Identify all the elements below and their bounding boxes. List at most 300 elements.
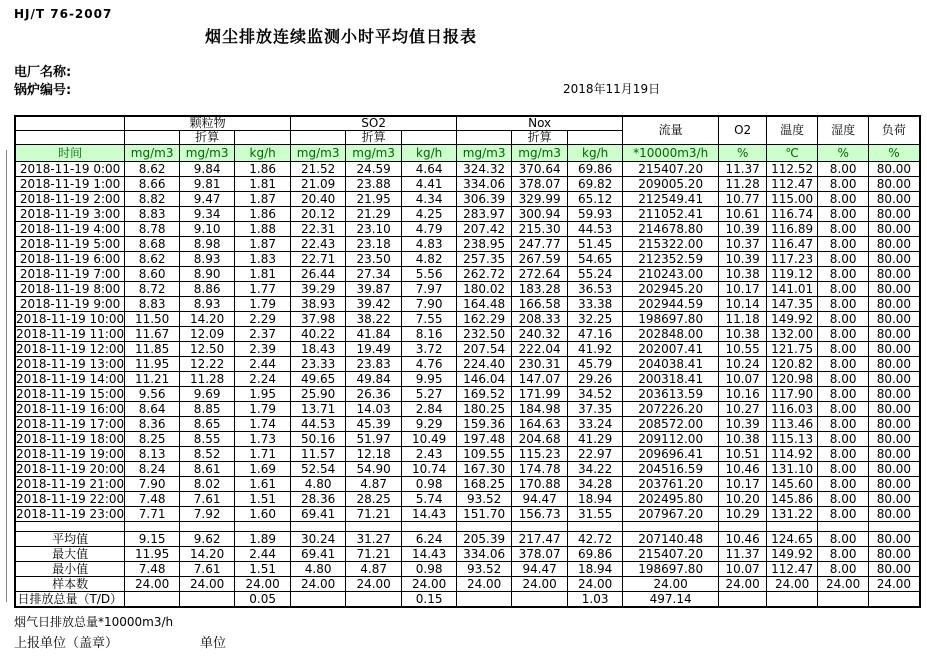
summary-value-cell: 217.47: [512, 532, 568, 547]
value-cell: 12.18: [346, 447, 402, 462]
left-edge-line: [6, 150, 7, 602]
time-cell: 2018-11-19 8:00: [15, 282, 125, 297]
value-cell: 159.36: [457, 417, 512, 432]
value-cell: 145.86: [767, 492, 818, 507]
value-cell: 80.00: [869, 297, 920, 312]
summary-value-cell: 24.00: [512, 577, 568, 592]
time-cell: 2018-11-19 0:00: [15, 162, 125, 177]
summary-value-cell: 198697.80: [623, 562, 719, 577]
value-cell: 224.40: [457, 357, 512, 372]
value-cell: 8.64: [125, 402, 180, 417]
value-cell: 180.25: [457, 402, 512, 417]
value-cell: 8.00: [818, 462, 869, 477]
value-cell: 8.00: [818, 327, 869, 342]
summary-value-cell: 42.72: [568, 532, 623, 547]
value-cell: 8.00: [818, 477, 869, 492]
value-cell: 23.10: [346, 222, 402, 237]
value-cell: 9.84: [180, 162, 235, 177]
time-cell: 2018-11-19 11:00: [16, 327, 125, 341]
summary-value-cell: 80.00: [869, 532, 920, 547]
hour-row: [15, 207, 920, 222]
value-cell: 215407.20: [623, 162, 719, 177]
value-cell: 80.00: [869, 312, 920, 327]
value-cell: 203613.59: [623, 387, 719, 402]
value-cell: 8.00: [818, 297, 869, 312]
value-cell: 212352.59: [623, 252, 719, 267]
time-cell: 2018-11-19 7:00: [15, 267, 125, 282]
unit-percent: %: [869, 145, 920, 162]
value-cell: 8.16: [402, 327, 457, 342]
value-cell: 8.13: [125, 447, 180, 462]
time-cell: 2018-11-19 18:00: [16, 432, 125, 446]
value-cell: 13.71: [291, 402, 346, 417]
empty-cell: [512, 522, 568, 532]
time-cell: 2018-11-19 2:00: [15, 192, 125, 207]
value-cell: 8.02: [180, 477, 235, 492]
group-flow: 流量: [623, 116, 719, 145]
value-cell: 50.16: [291, 432, 346, 447]
value-cell: 80.00: [869, 372, 920, 387]
empty-cell: [457, 131, 512, 145]
value-cell: 2.44: [235, 357, 291, 372]
value-cell: 116.74: [767, 207, 818, 222]
value-cell: 9.47: [180, 192, 235, 207]
time-cell: 2018-11-19 20:00: [16, 462, 125, 476]
summary-value-cell: 497.14: [623, 592, 719, 608]
table-header: [15, 116, 920, 162]
value-cell: 200318.41: [623, 372, 719, 387]
value-cell: 34.22: [568, 462, 623, 477]
value-cell: 121.75: [767, 342, 818, 357]
value-cell: 209696.41: [623, 447, 719, 462]
unit-mg: mg/m3: [346, 145, 402, 162]
summary-value-cell: 24.00: [818, 577, 869, 592]
value-cell: 4.82: [402, 252, 457, 267]
summary-value-cell: 11.37: [719, 547, 767, 562]
empty-cell: [235, 131, 291, 145]
value-cell: 55.24: [568, 267, 623, 282]
value-cell: 116.03: [767, 402, 818, 417]
value-cell: 141.01: [767, 282, 818, 297]
plant-name-label: 电厂名称:: [14, 65, 72, 80]
value-cell: 156.73: [512, 507, 568, 522]
hour-row: [15, 177, 920, 192]
value-cell: 10.39: [719, 417, 767, 432]
value-cell: 164.63: [512, 417, 568, 432]
summary-value-cell: 7.48: [125, 562, 180, 577]
value-cell: 204.68: [512, 432, 568, 447]
unit-kg: kg/h: [568, 145, 623, 162]
value-cell: 170.88: [512, 477, 568, 492]
value-cell: 44.53: [291, 417, 346, 432]
value-cell: 1.69: [235, 462, 291, 477]
value-cell: 204038.41: [623, 357, 719, 372]
summary-row: [15, 547, 920, 562]
value-cell: 167.30: [457, 462, 512, 477]
value-cell: 10.14: [719, 297, 767, 312]
value-cell: 80.00: [869, 492, 920, 507]
value-cell: 8.00: [818, 162, 869, 177]
value-cell: 1.79: [235, 297, 291, 312]
summary-value-cell: 24.00: [623, 577, 719, 592]
value-cell: 8.00: [818, 282, 869, 297]
summary-label: 最大值: [15, 547, 125, 562]
value-cell: 8.83: [125, 207, 180, 222]
value-cell: 10.74: [402, 462, 457, 477]
value-cell: 94.47: [512, 492, 568, 507]
summary-value-cell: 80.00: [869, 547, 920, 562]
value-cell: 80.00: [869, 477, 920, 492]
summary-value-cell: 0.98: [402, 562, 457, 577]
value-cell: 1.87: [235, 192, 291, 207]
value-cell: 80.00: [869, 237, 920, 252]
value-cell: 1.87: [235, 237, 291, 252]
summary-value-cell: 24.00: [869, 577, 920, 592]
value-cell: 162.29: [457, 312, 512, 327]
time-cell: 2018-11-19 13:00: [16, 357, 125, 371]
value-cell: 80.00: [869, 387, 920, 402]
hour-row: [15, 357, 920, 372]
value-cell: 14.43: [402, 507, 457, 522]
empty-cell: [402, 522, 457, 532]
value-cell: 8.00: [818, 417, 869, 432]
value-cell: 22.31: [291, 222, 346, 237]
value-cell: 8.93: [180, 297, 235, 312]
time-cell: 2018-11-19 22:00: [16, 492, 125, 506]
value-cell: 8.24: [125, 462, 180, 477]
summary-value-cell: 94.47: [512, 562, 568, 577]
value-cell: 240.32: [512, 327, 568, 342]
summary-value-cell: [818, 592, 869, 608]
value-cell: 10.51: [719, 447, 767, 462]
value-cell: 202945.20: [623, 282, 719, 297]
value-cell: 8.00: [818, 492, 869, 507]
value-cell: 8.68: [125, 237, 180, 252]
value-cell: 272.64: [512, 267, 568, 282]
value-cell: 80.00: [869, 342, 920, 357]
summary-row: [15, 532, 920, 547]
value-cell: 171.99: [512, 387, 568, 402]
value-cell: 12.50: [180, 342, 235, 357]
value-cell: 1.79: [235, 402, 291, 417]
value-cell: 8.61: [180, 462, 235, 477]
value-cell: 334.06: [457, 177, 512, 192]
value-cell: 8.00: [818, 357, 869, 372]
value-cell: 11.37: [719, 162, 767, 177]
summary-value-cell: [767, 592, 818, 608]
value-cell: 8.52: [180, 447, 235, 462]
value-cell: 8.00: [818, 222, 869, 237]
time-cell: 2018-11-19 10:00: [16, 312, 125, 326]
summary-value-cell: [457, 592, 512, 608]
value-cell: 80.00: [869, 462, 920, 477]
value-cell: 69.41: [291, 507, 346, 522]
value-cell: 28.36: [291, 492, 346, 507]
value-cell: 7.92: [180, 507, 235, 522]
value-cell: 166.58: [512, 297, 568, 312]
value-cell: 8.86: [180, 282, 235, 297]
value-cell: 8.00: [818, 207, 869, 222]
value-cell: 32.25: [568, 312, 623, 327]
value-cell: 198697.80: [623, 312, 719, 327]
summary-value-cell: [180, 592, 235, 608]
value-cell: 1.51: [235, 492, 291, 507]
value-cell: 9.29: [402, 417, 457, 432]
value-cell: 4.79: [402, 222, 457, 237]
value-cell: 93.52: [457, 492, 512, 507]
value-cell: 52.54: [291, 462, 346, 477]
value-cell: 11.57: [291, 447, 346, 462]
hour-row: [15, 417, 920, 432]
empty-cell: [346, 522, 402, 532]
value-cell: 80.00: [869, 327, 920, 342]
value-cell: 114.92: [767, 447, 818, 462]
value-cell: 4.76: [402, 357, 457, 372]
value-cell: 22.43: [291, 237, 346, 252]
value-cell: 2.24: [235, 372, 291, 387]
empty-cell: [767, 522, 818, 532]
hour-row: [15, 222, 920, 237]
value-cell: 10.38: [719, 267, 767, 282]
summary-value-cell: 8.00: [818, 562, 869, 577]
value-cell: 202007.41: [623, 342, 719, 357]
value-cell: 7.90: [402, 297, 457, 312]
value-cell: 4.64: [402, 162, 457, 177]
value-cell: 41.92: [568, 342, 623, 357]
value-cell: 7.55: [402, 312, 457, 327]
summary-value-cell: 24.00: [457, 577, 512, 592]
value-cell: 7.71: [125, 507, 180, 522]
unit-mg: mg/m3: [512, 145, 568, 162]
hour-row: [15, 402, 920, 417]
value-cell: 39.87: [346, 282, 402, 297]
value-cell: 2.84: [402, 402, 457, 417]
value-cell: 80.00: [869, 207, 920, 222]
hour-row: [15, 387, 920, 402]
value-cell: 11.50: [125, 312, 180, 327]
summary-value-cell: 6.24: [402, 532, 457, 547]
summary-value-cell: 4.87: [346, 562, 402, 577]
summary-value-cell: 24.00: [719, 577, 767, 592]
daily-total-label-text: 日排放总量（T/D）: [17, 592, 123, 606]
unit-label: 单位: [200, 636, 227, 651]
value-cell: 40.22: [291, 327, 346, 342]
value-cell: 80.00: [869, 177, 920, 192]
value-cell: 33.38: [568, 297, 623, 312]
summary-value-cell: 80.00: [869, 562, 920, 577]
value-cell: 80.00: [869, 357, 920, 372]
value-cell: 4.34: [402, 192, 457, 207]
boiler-number-label: 锅炉编号:: [14, 83, 72, 98]
value-cell: 109.55: [457, 447, 512, 462]
value-cell: 204516.59: [623, 462, 719, 477]
summary-value-cell: 10.07: [719, 562, 767, 577]
value-cell: 27.34: [346, 267, 402, 282]
value-cell: 20.40: [291, 192, 346, 207]
summary-value-cell: 8.00: [818, 547, 869, 562]
value-cell: 65.12: [568, 192, 623, 207]
hour-row: [15, 342, 920, 357]
value-cell: 37.35: [568, 402, 623, 417]
value-cell: 2.39: [235, 342, 291, 357]
hour-row: [15, 312, 920, 327]
empty-cell: [568, 522, 623, 532]
summary-value-cell: 24.00: [125, 577, 180, 592]
value-cell: 113.46: [767, 417, 818, 432]
value-cell: 41.84: [346, 327, 402, 342]
summary-row: [15, 592, 920, 608]
value-cell: 9.69: [180, 387, 235, 402]
value-cell: 45.79: [568, 357, 623, 372]
converted-label: 折算: [346, 131, 402, 145]
time-cell: 2018-11-19 15:00: [16, 387, 125, 401]
value-cell: 164.48: [457, 297, 512, 312]
group-humidity: 湿度: [818, 116, 869, 145]
value-cell: 207.54: [457, 342, 512, 357]
header-group-row: [15, 116, 920, 131]
value-cell: 38.93: [291, 297, 346, 312]
value-cell: 23.83: [346, 357, 402, 372]
unit-kg: kg/h: [402, 145, 457, 162]
value-cell: 29.26: [568, 372, 623, 387]
unit-celsius: ℃: [767, 145, 818, 162]
summary-value-cell: [291, 592, 346, 608]
empty-cell: [235, 522, 291, 532]
value-cell: 146.04: [457, 372, 512, 387]
value-cell: 1.74: [235, 417, 291, 432]
value-cell: 2.43: [402, 447, 457, 462]
summary-value-cell: 9.15: [125, 532, 180, 547]
value-cell: 168.25: [457, 477, 512, 492]
value-cell: 1.60: [235, 507, 291, 522]
value-cell: 28.25: [346, 492, 402, 507]
summary-value-cell: 124.65: [767, 532, 818, 547]
hour-row: [15, 447, 920, 462]
empty-cell: [568, 131, 623, 145]
value-cell: 10.49: [402, 432, 457, 447]
value-cell: 34.52: [568, 387, 623, 402]
value-cell: 120.82: [767, 357, 818, 372]
summary-value-cell: 0.15: [402, 592, 457, 608]
unit-mg: mg/m3: [125, 145, 180, 162]
value-cell: 180.02: [457, 282, 512, 297]
hour-row: [15, 372, 920, 387]
hour-row: [15, 252, 920, 267]
summary-value-cell: 31.27: [346, 532, 402, 547]
value-cell: 324.32: [457, 162, 512, 177]
value-cell: 10.77: [719, 192, 767, 207]
value-cell: 2.37: [235, 327, 291, 342]
unit-percent: %: [818, 145, 869, 162]
value-cell: 257.35: [457, 252, 512, 267]
time-cell: 2018-11-19 19:00: [16, 447, 125, 461]
value-cell: 7.97: [402, 282, 457, 297]
value-cell: 0.98: [402, 477, 457, 492]
summary-row: [15, 562, 920, 577]
value-cell: 116.47: [767, 237, 818, 252]
value-cell: 80.00: [869, 267, 920, 282]
value-cell: 8.78: [125, 222, 180, 237]
value-cell: 267.59: [512, 252, 568, 267]
summary-value-cell: 24.00: [767, 577, 818, 592]
value-cell: 10.17: [719, 477, 767, 492]
value-cell: 8.60: [125, 267, 180, 282]
summary-value-cell: 14.43: [402, 547, 457, 562]
value-cell: 232.50: [457, 327, 512, 342]
value-cell: 283.97: [457, 207, 512, 222]
value-cell: 36.53: [568, 282, 623, 297]
value-cell: 7.61: [180, 492, 235, 507]
value-cell: 80.00: [869, 447, 920, 462]
value-cell: 41.29: [568, 432, 623, 447]
value-cell: 210243.00: [623, 267, 719, 282]
summary-value-cell: 9.62: [180, 532, 235, 547]
summary-value-cell: 334.06: [457, 547, 512, 562]
value-cell: 80.00: [869, 222, 920, 237]
converted-label: 折算: [180, 131, 235, 145]
hour-row: [15, 267, 920, 282]
summary-value-cell: 1.03: [568, 592, 623, 608]
value-cell: 4.83: [402, 237, 457, 252]
value-cell: 8.98: [180, 237, 235, 252]
value-cell: 11.85: [125, 342, 180, 357]
value-cell: 1.71: [235, 447, 291, 462]
value-cell: 21.95: [346, 192, 402, 207]
value-cell: 10.07: [719, 372, 767, 387]
value-cell: 54.90: [346, 462, 402, 477]
value-cell: 329.99: [512, 192, 568, 207]
value-cell: 151.70: [457, 507, 512, 522]
summary-value-cell: 71.21: [346, 547, 402, 562]
value-cell: 44.53: [568, 222, 623, 237]
hour-row: [15, 162, 920, 177]
value-cell: 21.52: [291, 162, 346, 177]
empty-cell: [719, 522, 767, 532]
summary-rows: [15, 532, 920, 608]
empty-cell: [457, 522, 512, 532]
value-cell: 22.97: [568, 447, 623, 462]
value-cell: 80.00: [869, 432, 920, 447]
value-cell: 215322.00: [623, 237, 719, 252]
value-cell: 208.33: [512, 312, 568, 327]
value-cell: 149.92: [767, 312, 818, 327]
value-cell: 378.07: [512, 177, 568, 192]
value-cell: 34.28: [568, 477, 623, 492]
value-cell: 131.22: [767, 507, 818, 522]
value-cell: 9.81: [180, 177, 235, 192]
value-cell: 1.86: [235, 207, 291, 222]
hour-row: [15, 327, 920, 342]
header-units-row: [15, 145, 920, 162]
value-cell: 10.38: [719, 432, 767, 447]
value-cell: 5.27: [402, 387, 457, 402]
value-cell: 11.95: [125, 357, 180, 372]
summary-value-cell: 215407.20: [623, 547, 719, 562]
group-load: 负荷: [869, 116, 920, 145]
summary-label: 最小值: [15, 562, 125, 577]
value-cell: 14.03: [346, 402, 402, 417]
value-cell: 11.67: [125, 327, 180, 342]
group-so2: SO2: [291, 116, 457, 131]
value-cell: 117.90: [767, 387, 818, 402]
time-cell: 2018-11-19 16:00: [16, 402, 125, 416]
value-cell: 31.55: [568, 507, 623, 522]
value-cell: 8.83: [125, 297, 180, 312]
value-cell: 112.47: [767, 177, 818, 192]
time-cell: 2018-11-19 9:00: [15, 297, 125, 312]
value-cell: 3.72: [402, 342, 457, 357]
hour-row: [15, 282, 920, 297]
